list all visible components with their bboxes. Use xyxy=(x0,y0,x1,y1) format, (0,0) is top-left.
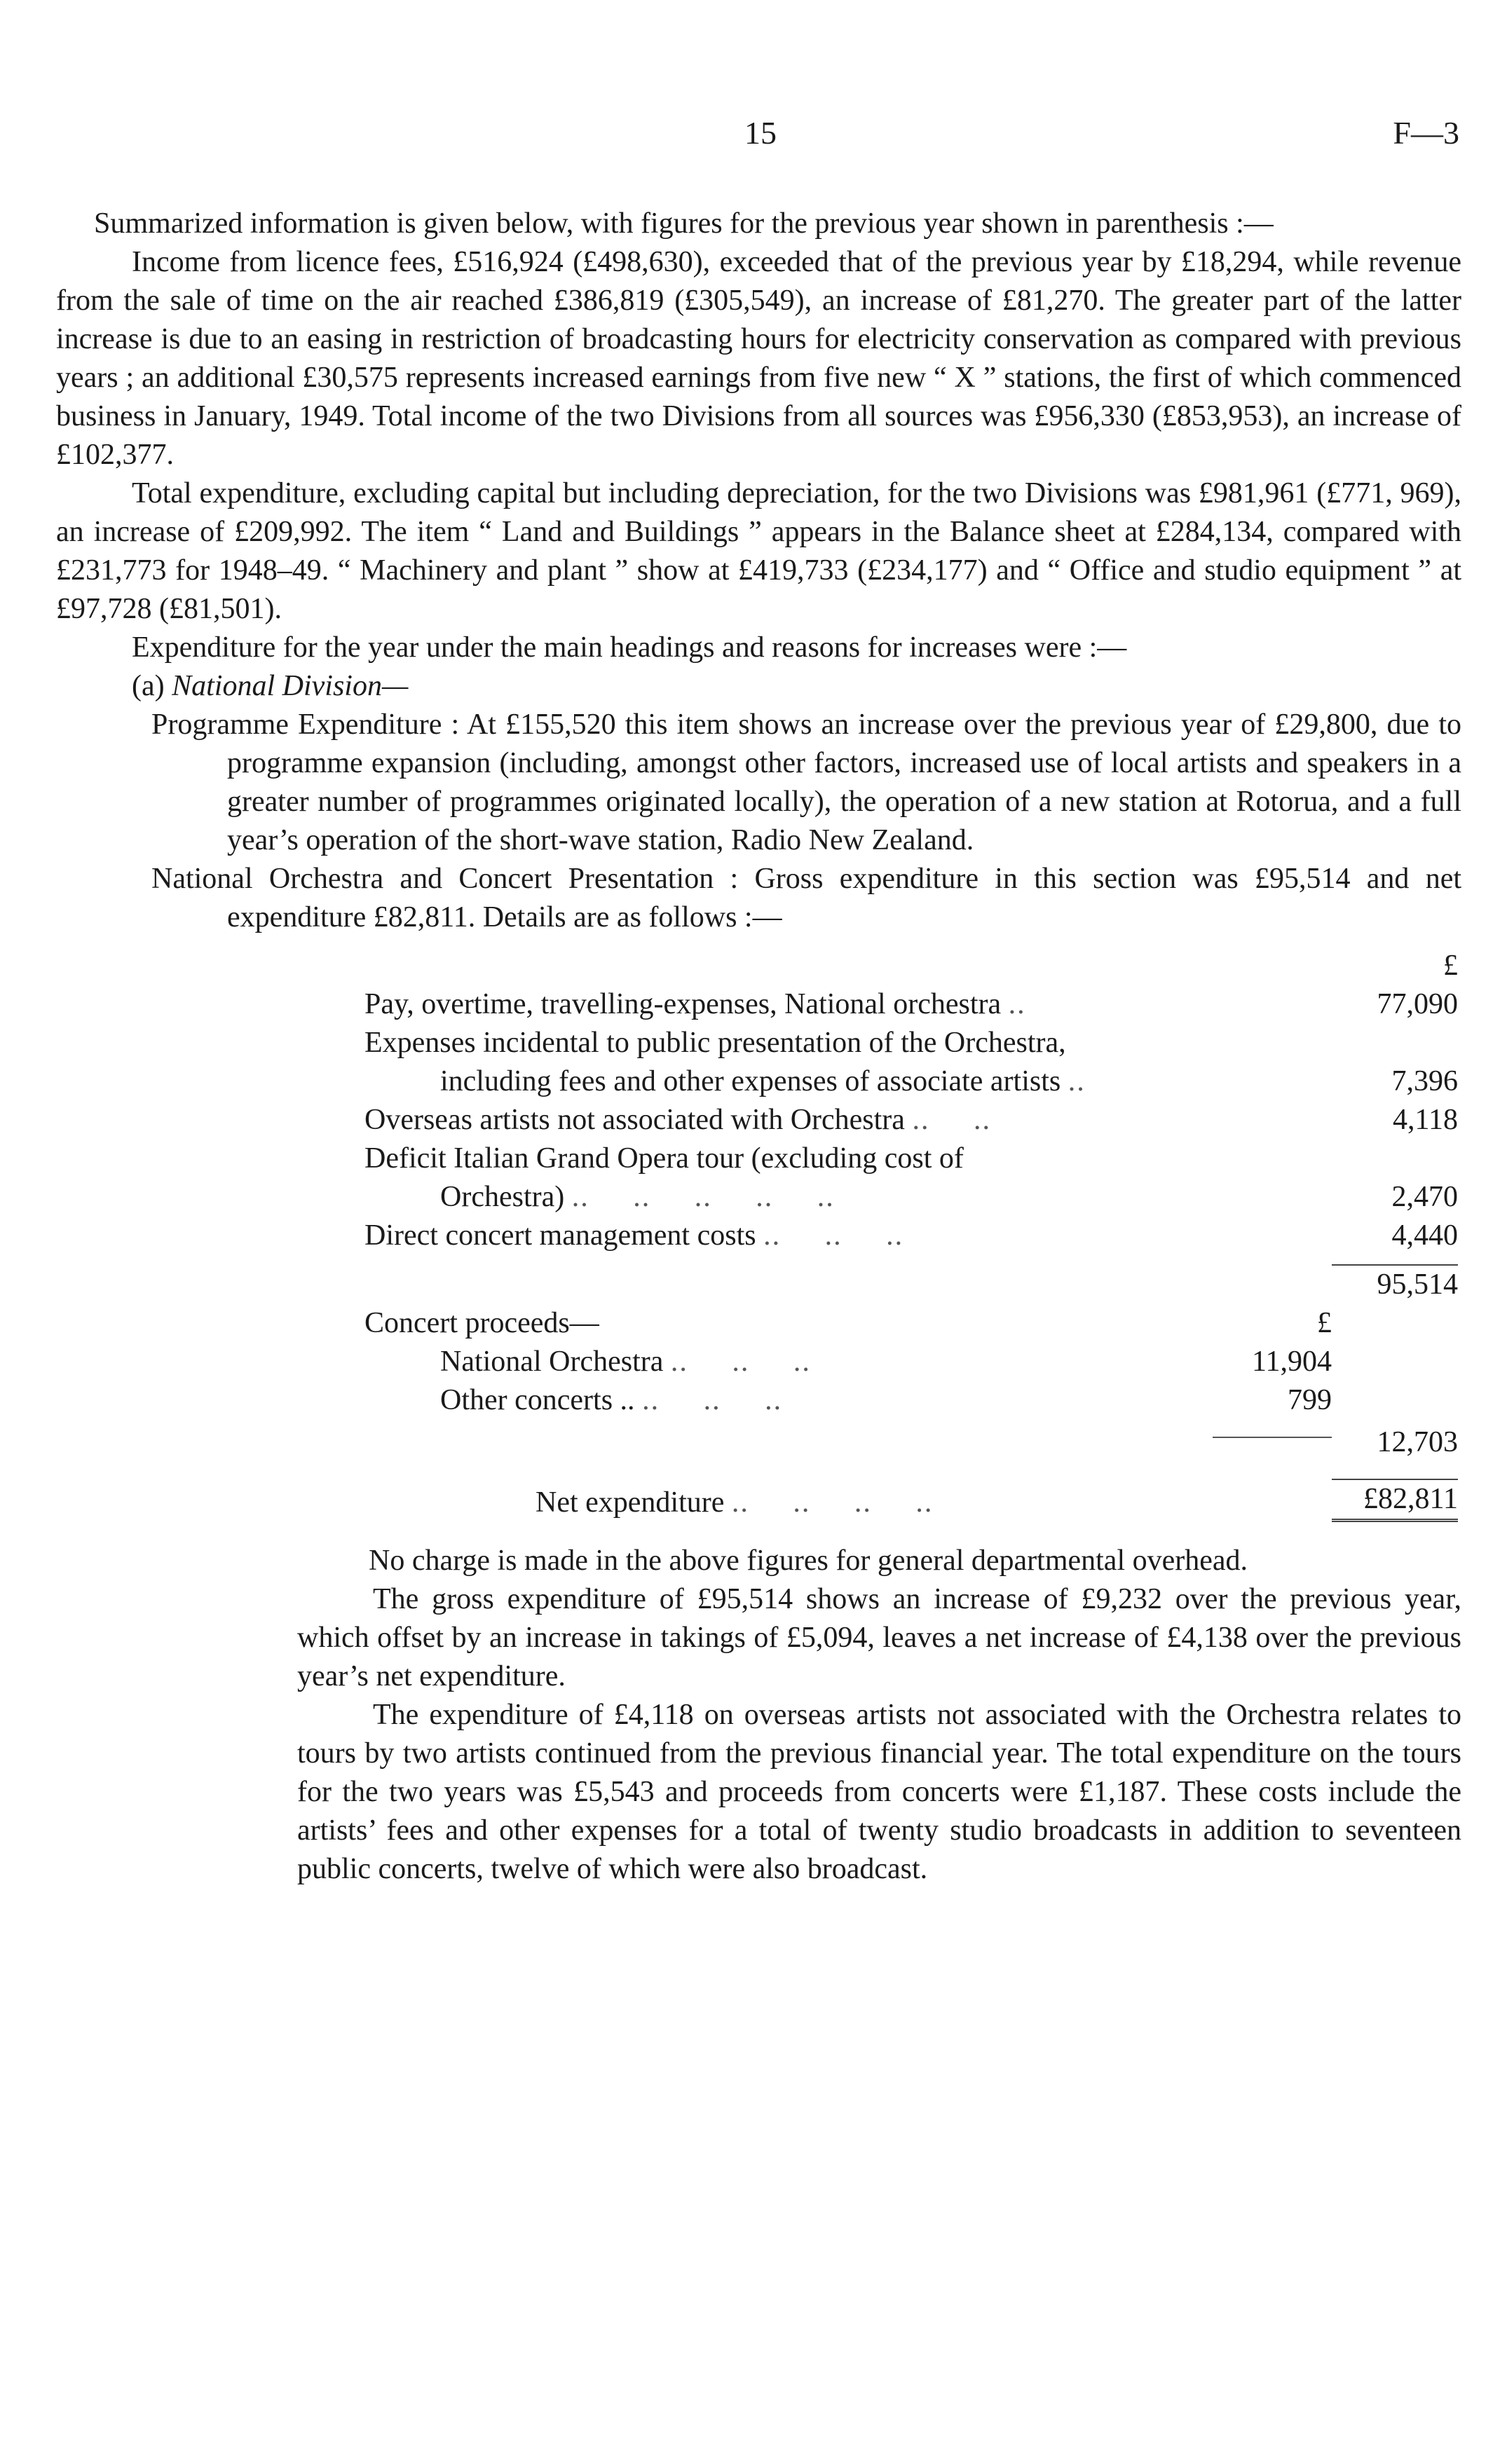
table-row: Pay, overtime, travelling-expenses, National orchestra .. 77,090 xyxy=(364,985,1458,1024)
orchestra-label: National Orchestra and Concert Presentation : xyxy=(151,863,739,895)
programme-text: At £155,520 this item shows an increase over the previous year of £29,800, due to programme expansion (including, amongst other factors, increased use of local artists and speakers in a greater number of programmes originated locally), the operation of a new station at Rotorua, and a full year’s operation of the short-wave station, Radio New Zealand. xyxy=(227,709,1461,856)
net-label: Net expenditure xyxy=(536,1486,725,1519)
proceeds-row-value: 11,904 xyxy=(1252,1346,1332,1378)
row-value: 2,470 xyxy=(1391,1181,1458,1213)
headings-paragraph: Expenditure for the year under the main headings and reasons for increases were :— xyxy=(132,631,1127,664)
document-reference: F—3 xyxy=(1393,115,1459,151)
orchestra-text: Gross expenditure in this section was £95,514 and net expenditure £82,811. Details are as follows :— xyxy=(227,863,1462,933)
row-value: 77,090 xyxy=(1377,988,1458,1020)
intro-paragraph: Summarized information is given below, with figures for the previous year shown in parenthesis :— xyxy=(94,207,1274,240)
proceeds-heading-row xyxy=(364,1304,1458,1343)
page-header xyxy=(0,114,1507,156)
row-value: 4,118 xyxy=(1393,1104,1458,1136)
gross-total-row xyxy=(364,1255,1458,1304)
net-expenditure-row: Net expenditure .. .. .. .. £82,811 xyxy=(364,1462,1458,1522)
proceeds-row: Other concerts .. .. .. .. 799 xyxy=(364,1381,1458,1420)
programme-expenditure-item xyxy=(56,706,1461,860)
proceeds-row-value: 799 xyxy=(1288,1384,1332,1416)
proceeds-currency: £ xyxy=(1317,1307,1332,1339)
row-label: Pay, overtime, travelling-expenses, National orchestra xyxy=(364,988,1002,1020)
gross-total: 95,514 xyxy=(1332,1264,1458,1304)
expenditure-paragraph: Total expenditure, excluding capital but including depreciation, for the two Divisions was £981,961 (£771, 969), an increase of £209,992. The item “ Land and Buildings ” appears in the Balance sheet at £284,134, compared with £231,773 for 1948–49. “ Machinery and plant ” show at £419,733 (£234,177) and “ Office and studio equipment ” at £97,728 (£81,501). xyxy=(56,477,1461,625)
table-row: Orchestra) .. .. .. .. .. 2,470 xyxy=(364,1178,1458,1217)
row-label: Direct concert management costs xyxy=(364,1219,756,1252)
row-label: Overseas artists not associated with Orchestra xyxy=(364,1104,905,1136)
programme-label: Programme Expenditure : xyxy=(151,709,460,741)
table-row xyxy=(364,1024,1458,1062)
row-label: Expenses incidental to public presentation of the Orchestra, xyxy=(364,1027,1066,1059)
section-label: (a) xyxy=(132,670,165,702)
table-row xyxy=(364,1139,1458,1178)
row-value: 4,440 xyxy=(1391,1219,1458,1252)
income-paragraph: Income from licence fees, £516,924 (£498,630), exceeded that of the previous year by £18,294, while revenue from the sale of time on the air reached £386,819 (£305,549), an increase of £81,270. The greater part of the latter increase is due to an easing in restriction of broadcasting hours for electricity conservation as compared with previous years ; an additional £30,575 represents increased earnings from five new “ X ” stations, the first of which commenced business in January, 1949. Total income of the two Divisions from all sources was £956,330 (£853,953), an increase of £102,377. xyxy=(56,246,1461,471)
row-value: 7,396 xyxy=(1391,1065,1458,1097)
proceeds-row: National Orchestra .. .. .. 11,904 xyxy=(364,1343,1458,1381)
row-label: Deficit Italian Grand Opera tour (excluding cost of xyxy=(364,1142,964,1175)
section-title: National Division— xyxy=(172,670,409,702)
overseas-paragraph: The expenditure of £4,118 on overseas artists not associated with the Orchestra relates to tours by two artists continued from the previous financial year. The total expenditure on the tours for the two years was £5,543 and proceeds from concerts were £1,187. These costs include the artists’ fees and other expenses for a total of twenty studio broadcasts in addition to seventeen public concerts, twelve of which were also broadcast. xyxy=(297,1699,1461,1885)
table-row: Direct concert management costs .. .. .. 4,440 xyxy=(364,1217,1458,1255)
proceeds-total: 12,703 xyxy=(1377,1426,1458,1458)
page-number: 15 xyxy=(744,115,777,151)
section-heading xyxy=(132,667,1461,706)
gross-paragraph: The gross expenditure of £95,514 shows an increase of £9,232 over the previous year, which offset by an increase in takings of £5,094, leaves a net increase of £4,138 over the previous year’s net expenditure. xyxy=(297,1583,1461,1692)
currency-symbol: £ xyxy=(1443,950,1458,982)
proceeds-row-label: National Orchestra xyxy=(440,1346,664,1378)
table-row: including fees and other expenses of associate artists .. 7,396 xyxy=(364,1062,1458,1101)
subtotal-rule xyxy=(1213,1437,1332,1445)
proceeds-label: Concert proceeds— xyxy=(364,1307,599,1339)
row-label: including fees and other expenses of associate artists xyxy=(440,1065,1061,1097)
proceeds-total-row xyxy=(364,1420,1458,1462)
row-label: Orchestra) xyxy=(440,1181,565,1213)
net-total: £82,811 xyxy=(1332,1479,1458,1522)
no-charge-note: No charge is made in the above figures for general departmental overhead. xyxy=(369,1545,1248,1577)
table-currency-row xyxy=(364,947,1458,985)
proceeds-row-label: Other concerts .. xyxy=(440,1384,635,1416)
orchestra-item xyxy=(56,860,1461,937)
orchestra-expenditure-table xyxy=(364,947,1458,1522)
table-row: Overseas artists not associated with Orchestra .. .. 4,118 xyxy=(364,1101,1458,1139)
page-body xyxy=(56,205,1461,1889)
